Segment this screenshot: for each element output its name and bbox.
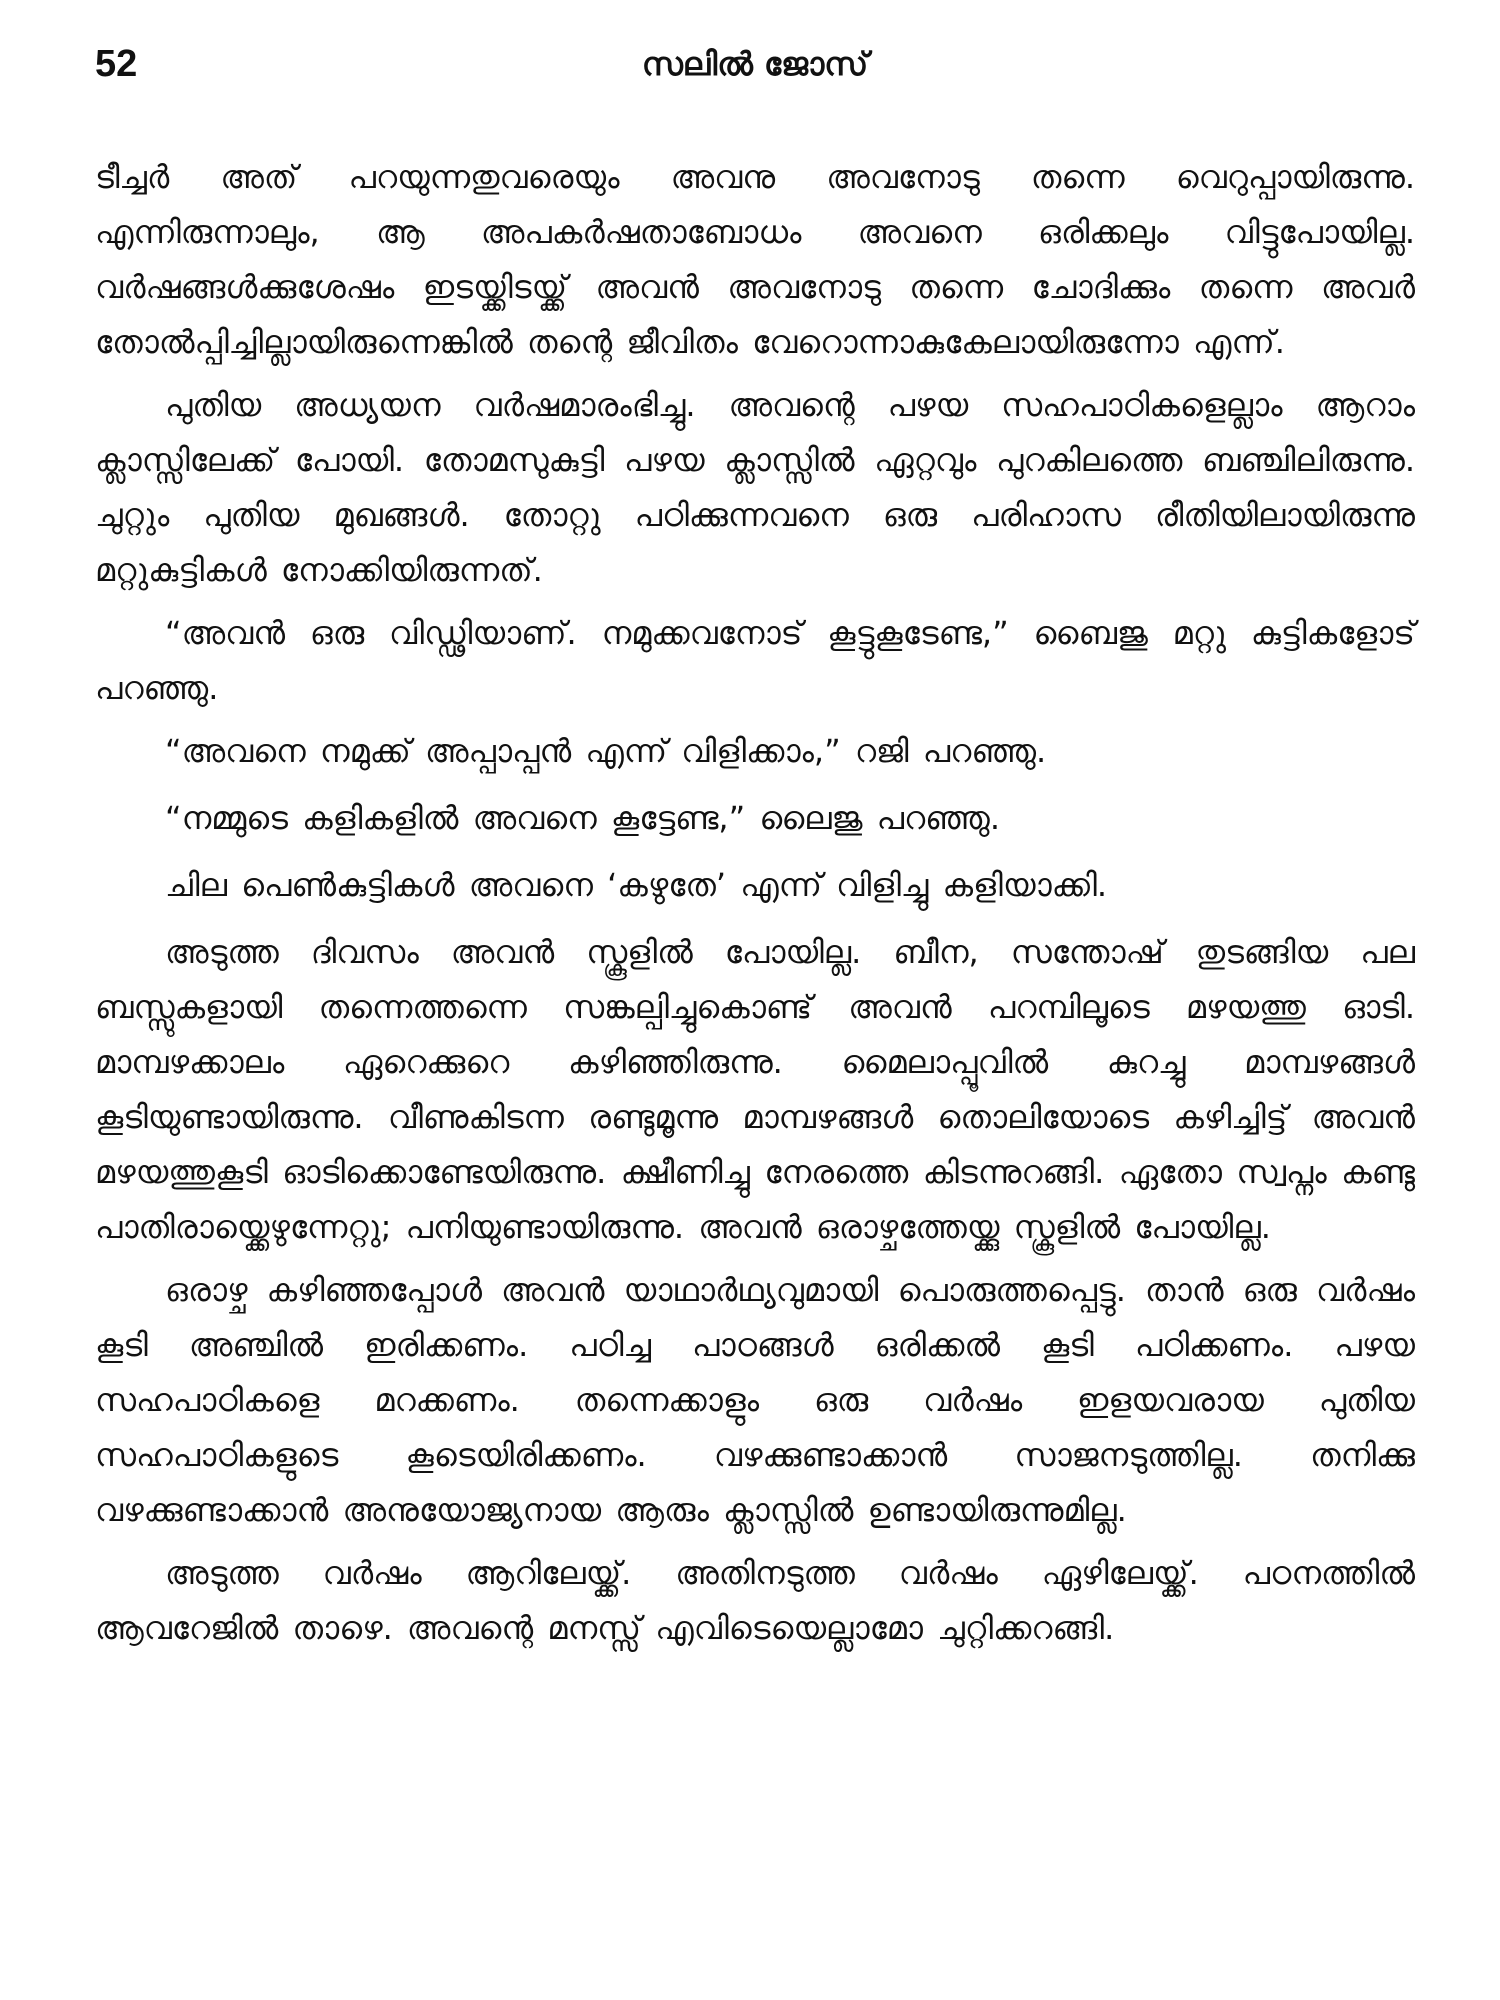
paragraph: “അവനെ നമുക്ക് അപ്പാപ്പൻ എന്ന് വിളിക്കാം,” റജി പറഞ്ഞു.	[165, 732, 1047, 770]
body-text	[95, 150, 1415, 1664]
paragraph: അടുത്ത വർഷം ആറിലേയ്ക്ക്. അതിനടുത്ത വർഷം ഏഴിലേയ്ക്ക്. പഠനത്തിൽ ആവറേജിൽ താഴെ. അവന്റെ മനസ്സ് എവിടെയെല്ലാമോ ചുറ്റിക്കറങ്ങി.	[95, 1554, 1415, 1647]
page-header	[95, 38, 1415, 98]
paragraph: അടുത്ത ദിവസം അവൻ സ്കൂളിൽ പോയില്ല. ബീന, സന്തോഷ് തുടങ്ങിയ പല ബസ്സുകളായി തന്നെത്തന്നെ സങ്കല്പിച്ചുകൊണ്ട് അവൻ പറമ്പിലൂടെ മഴയത്തു ഓടി. മാമ്പഴക്കാലം ഏറെക്കുറെ കഴിഞ്ഞിരുന്നു. മൈലാപ്പൂവിൽ കുറച്ചു മാമ്പഴങ്ങൾ കൂടിയുണ്ടായിരുന്നു. വീണുകിടന്ന രണ്ടുമൂന്നു മാമ്പഴങ്ങൾ തൊലിയോടെ കഴിച്ചിട്ട് അവൻ മഴയത്തുകൂടി ഓടിക്കൊണ്ടേയിരുന്നു. ക്ഷീണിച്ചു നേരത്തെ കിടന്നുറങ്ങി. ഏതോ സ്വപ്നം കണ്ടു പാതിരായ്ക്കെഴുന്നേറ്റു; പനിയുണ്ടായിരുന്നു. അവൻ ഒരാഴ്ചത്തേയ്ക്കു സ്കൂളിൽ പോയില്ല.	[95, 933, 1415, 1246]
running-head-author: സലിൽ ജോസ്	[641, 45, 869, 83]
paragraph: “നമ്മുടെ കളികളിൽ അവനെ കൂട്ടേണ്ട,” ലൈജു പറഞ്ഞു.	[165, 799, 1001, 837]
paragraph: പുതിയ അധ്യയന വർഷമാരംഭിച്ചു. അവന്റെ പഴയ സഹപാഠികളെല്ലാം ആറാം ക്ലാസ്സിലേക്ക് പോയി. തോമസുകുട്ടി പഴയ ക്ലാസ്സിൽ ഏറ്റവും പുറകിലത്തെ ബഞ്ചിലിരുന്നു. ചുറ്റും പുതിയ മുഖങ്ങൾ. തോറ്റു പഠിക്കുന്നവനെ ഒരു പരിഹാസ രീതിയിലായിരുന്നു മറ്റുകുട്ടികൾ നോക്കിയിരുന്നത്.	[95, 386, 1415, 589]
paragraph: “അവൻ ഒരു വിഡ്ഢിയാണ്. നമുക്കവനോട് കൂട്ടുകൂടേണ്ട,” ബൈജു മറ്റു കുട്ടികളോട് പറഞ്ഞു.	[95, 614, 1415, 707]
paragraph: ഒരാഴ്ച കഴിഞ്ഞപ്പോൾ അവൻ യാഥാർഥ്യവുമായി പൊരുത്തപ്പെട്ടു. താൻ ഒരു വർഷം കൂടി അഞ്ചിൽ ഇരിക്കണം. പഠിച്ച പാഠങ്ങൾ ഒരിക്കൽ കൂടി പഠിക്കണം. പഴയ സഹപാഠികളെ മറക്കണം. തന്നെക്കാളും ഒരു വർഷം ഇളയവരായ പുതിയ സഹപാഠികളുടെ കൂടെയിരിക്കണം. വഴക്കുണ്ടാക്കാൻ സാജനടുത്തില്ല. തനിക്കു വഴക്കുണ്ടാക്കാൻ അനുയോജ്യനായ ആരും ക്ലാസ്സിൽ ഉണ്ടായിരുന്നുമില്ല.	[95, 1271, 1415, 1529]
paragraph: ചില പെൺകുട്ടികൾ അവനെ ‘കഴുതേ’ എന്ന് വിളിച്ചു കളിയാക്കി.	[165, 866, 1108, 904]
paragraph: ടീച്ചർ അത് പറയുന്നതുവരെയും അവനു അവനോടു തന്നെ വെറുപ്പായിരുന്നു. എന്നിരുന്നാലും, ആ അപകർഷതാബോധം അവനെ ഒരിക്കലും വിട്ടുപോയില്ല. വർഷങ്ങൾക്കുശേഷം ഇടയ്ക്കിടയ്ക്ക് അവൻ അവനോടു തന്നെ ചോദിക്കും തന്നെ അവർ തോൽപ്പിച്ചില്ലായിരുന്നെങ്കിൽ തന്റെ ജീവിതം വേറൊന്നാകുകേലായിരുന്നോ എന്ന്.	[95, 158, 1415, 361]
page-number: 52	[95, 43, 138, 85]
